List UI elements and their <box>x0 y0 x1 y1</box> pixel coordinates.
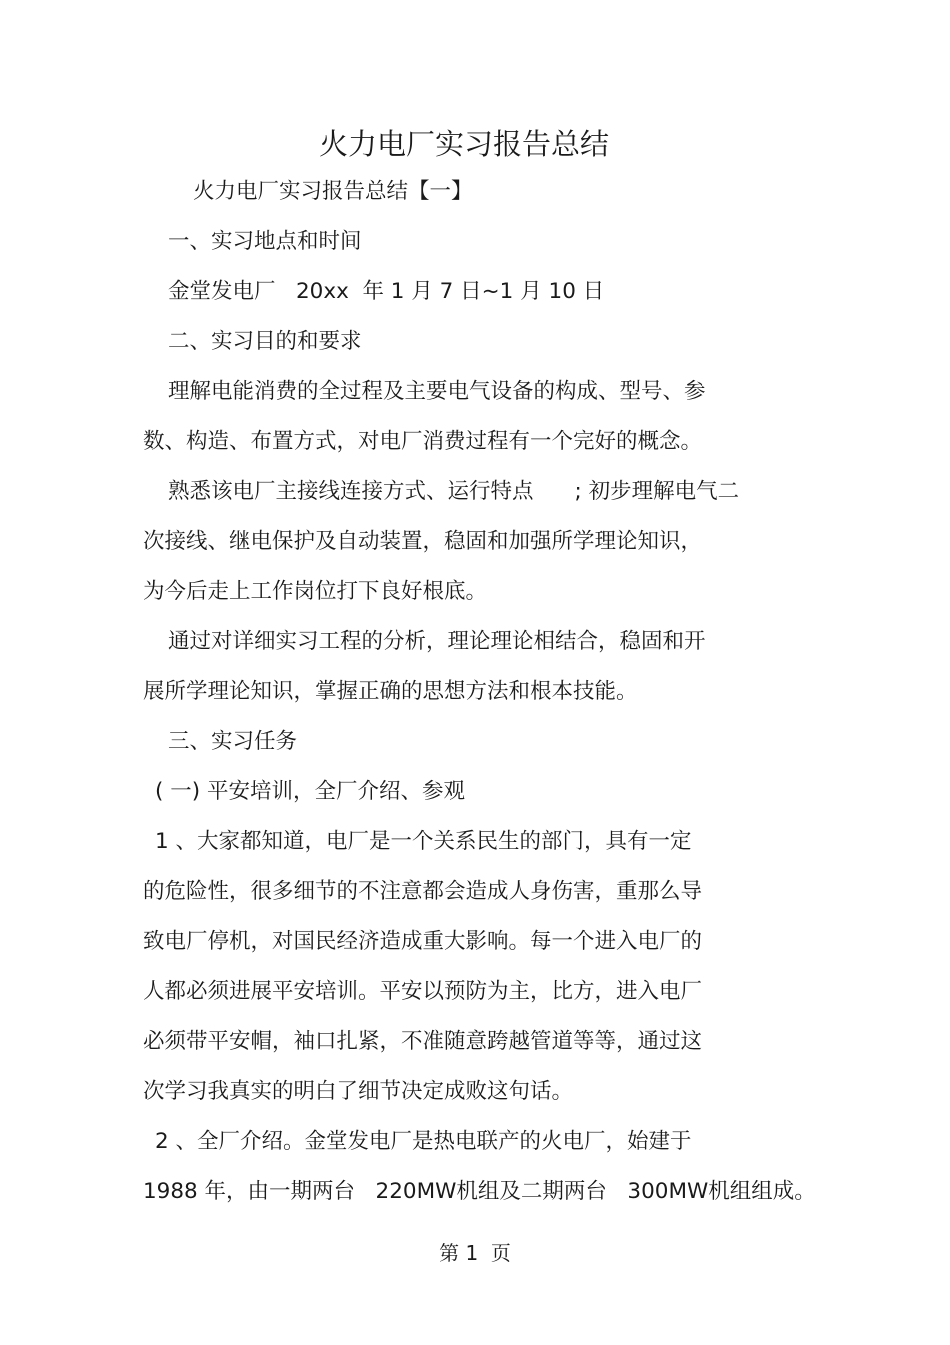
text-line: 次接线、继电保护及自动装置，稳固和加强所学理论知识， <box>143 529 703 554</box>
text-line: 金堂发电厂 20xx 年 1 月 7 日~1 月 10 日 <box>168 279 605 304</box>
text-line: 熟悉该电厂主接线连接方式、运行特点 ; 初步理解电气二 <box>168 479 740 504</box>
text-line: 通过对详细实习工程的分析，理论理论相结合，稳固和开 <box>168 629 706 654</box>
section-heading-location-time: 一、实习地点和时间 <box>168 229 362 254</box>
text-line: 必须带平安帽，袖口扎紧，不准随意跨越管道等等，通过这 <box>143 1029 703 1054</box>
text-line: 1988 年，由一期两台 220MW机组及二期两台 300MW机组组成。 <box>143 1179 816 1204</box>
text-line: 展所学理论知识，掌握正确的思想方法和根本技能。 <box>143 679 638 704</box>
text-line: 次学习我真实的明白了细节决定成败这句话。 <box>143 1079 574 1104</box>
text-line: 人都必须进展平安培训。平安以预防为主，比方，进入电厂 <box>143 979 703 1004</box>
document-title: 火力电厂实习报告总结 <box>318 127 609 161</box>
text-line: 致电厂停机，对国民经济造成重大影响。每一个进入电厂的 <box>143 929 703 954</box>
text-line: 的危险性，很多细节的不注意都会造成人身伤害，重那么导 <box>143 879 703 904</box>
text-line: 1 、大家都知道，电厂是一个关系民生的部门，具有一定 <box>155 829 692 854</box>
text-line: 2 、全厂介绍。金堂发电厂是热电联产的火电厂，始建于 <box>155 1129 692 1154</box>
text-line: 理解电能消费的全过程及主要电气设备的构成、型号、参 <box>168 379 706 404</box>
text-line: 为今后走上工作岗位打下良好根底。 <box>143 579 488 604</box>
subsection-heading: ( 一) 平安培训，全厂介绍、参观 <box>155 779 465 804</box>
section-heading-tasks: 三、实习任务 <box>168 729 298 754</box>
section-subtitle: 火力电厂实习报告总结【一】 <box>193 179 473 204</box>
page-number: 第 1 页 <box>439 1241 511 1265</box>
section-heading-purpose: 二、实习目的和要求 <box>168 329 362 354</box>
text-line: 数、构造、布置方式，对电厂消费过程有一个完好的概念。 <box>143 429 703 454</box>
